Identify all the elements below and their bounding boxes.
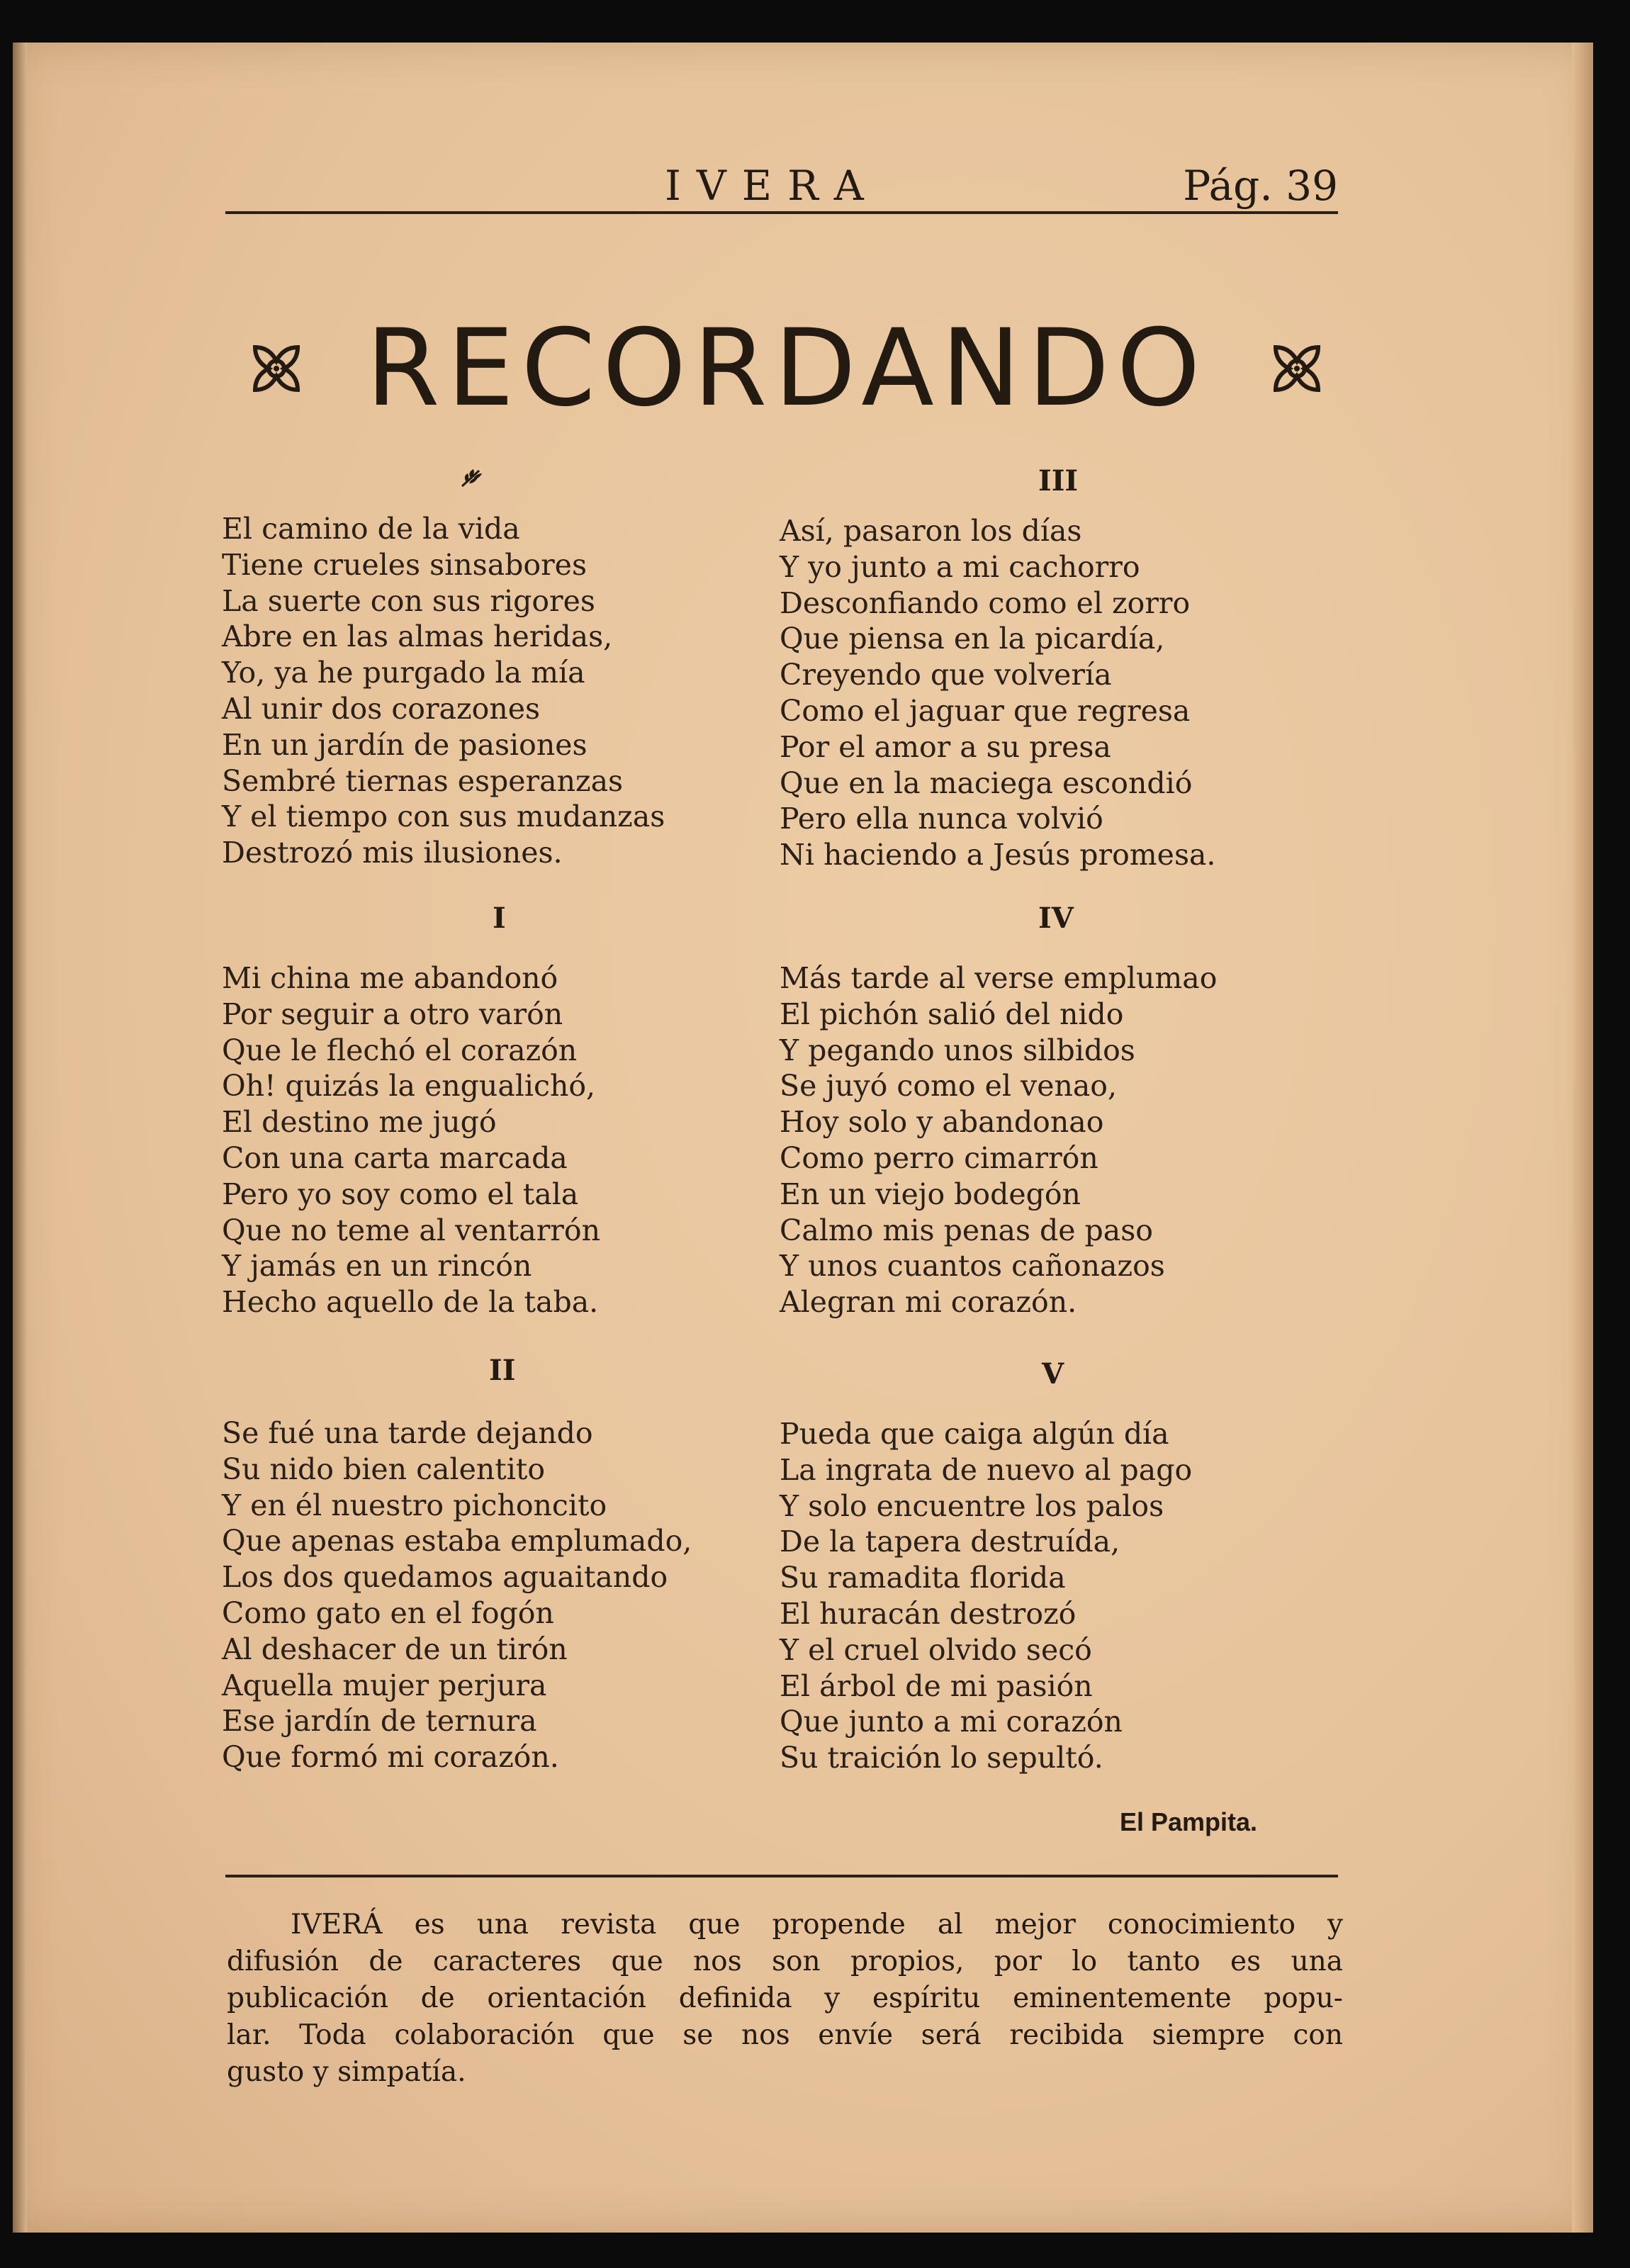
verse-line: Abre en las almas heridas,	[222, 619, 613, 654]
verse-line: Sembré tiernas esperanzas	[222, 763, 624, 798]
verse-line: Y el cruel olvido secó	[780, 1632, 1092, 1667]
verse-line: Y solo encuentre los palos	[780, 1488, 1164, 1523]
verse-line: El destino me jugó	[222, 1105, 497, 1140]
stanza-intro	[222, 511, 789, 871]
verse-line: Por seguir a otro varón	[222, 997, 563, 1031]
running-header	[225, 162, 1338, 214]
stanza-heading-ii: II	[489, 1354, 516, 1387]
verse-line: Y jamás en un rincón	[222, 1249, 532, 1284]
verse-line: Oh! quizás la engualichó,	[222, 1069, 596, 1104]
verse-line: Yo, ya he purgado la mía	[222, 656, 585, 690]
verse-line: Como perro cimarrón	[780, 1140, 1098, 1175]
verse-line: En un viejo bodegón	[780, 1177, 1081, 1211]
verse-line: Y yo junto a mi cachorro	[780, 549, 1140, 584]
verse-line: Pero yo soy como el tala	[222, 1177, 579, 1211]
verse-line: De la tapera destruída,	[780, 1525, 1120, 1559]
verse-line: Y el tiempo con sus mudanzas	[222, 799, 665, 834]
page-right-edge	[1572, 43, 1593, 2233]
stanza-heading-v: V	[1042, 1357, 1064, 1391]
editorial-note-line: gusto y simpatía.	[227, 2056, 466, 2088]
page-binding-edge	[13, 43, 27, 2233]
quatrefoil-ornament-icon	[1269, 340, 1325, 397]
verse-line: El árbol de mi pasión	[780, 1668, 1093, 1703]
verse-line: Mi china me abandonó	[222, 961, 558, 995]
verse-line: Al unir dos corazones	[222, 691, 540, 726]
verse-line: Y unos cuantos cañonazos	[780, 1249, 1165, 1284]
verse-line: El pichón salió del nido	[780, 997, 1124, 1031]
verse-line: Y en él nuestro pichoncito	[222, 1488, 607, 1522]
verse-line: Que formó mi corazón.	[222, 1740, 559, 1775]
stanza-v	[780, 1416, 1332, 1776]
verse-line: Que en la maciega escondió	[780, 765, 1193, 800]
verse-line: Hecho aquello de la taba.	[222, 1285, 599, 1320]
verse-line: Hoy solo y abandonao	[780, 1105, 1104, 1140]
footer-divider	[225, 1875, 1338, 1877]
leaf-ornament-icon	[459, 468, 483, 493]
editorial-note-line: lar. Toda colaboración que se nos envíe será recibida siempre con	[227, 2019, 1343, 2051]
quatrefoil-ornament-icon	[248, 340, 305, 397]
verse-line: El huracán destrozó	[780, 1596, 1077, 1631]
verse-line: Se fué una tarde dejando	[222, 1416, 593, 1450]
stanza-iii	[780, 513, 1332, 873]
verse-line: Pueda que caiga algún día	[780, 1417, 1169, 1451]
verse-line: Que piensa en la picardía,	[780, 622, 1165, 656]
poem-title: RECORDANDO	[366, 307, 1208, 430]
verse-line: Destrozó mis ilusiones.	[222, 836, 563, 870]
verse-line: Como el jaguar que regresa	[780, 693, 1191, 728]
editorial-note	[227, 1907, 1343, 2091]
verse-line: Y pegando unos silbidos	[780, 1033, 1135, 1067]
verse-line: Así, pasaron los días	[780, 514, 1082, 548]
verse-line: Su ramadita florida	[780, 1561, 1066, 1595]
verse-line: Alegran mi corazón.	[780, 1285, 1077, 1320]
verse-line: Creyendo que volvería	[780, 658, 1112, 692]
editorial-note-line: IVERÁ es una revista que propende al mejor conocimiento y	[291, 1909, 1343, 1941]
verse-line: Desconfiando como el zorro	[780, 585, 1191, 620]
verse-line: La ingrata de nuevo al pago	[780, 1452, 1193, 1487]
stanza-heading-iv: IV	[1038, 902, 1074, 935]
verse-line: La suerte con sus rigores	[222, 583, 595, 618]
magazine-title: IVERA	[665, 162, 879, 210]
stanza-heading-iii: III	[1038, 464, 1079, 498]
verse-line: Calmo mis penas de paso	[780, 1213, 1153, 1247]
verse-line: Ese jardín de ternura	[222, 1704, 537, 1739]
stanza-heading-i: I	[493, 902, 506, 935]
poem-title-row	[248, 307, 1325, 430]
verse-line: Ni haciendo a Jesús promesa.	[780, 838, 1216, 872]
stanza-i	[222, 960, 789, 1320]
verse-line: Tiene crueles sinsabores	[222, 547, 587, 582]
editorial-note-line: difusión de caracteres que nos son propios, por lo tanto es una	[227, 1946, 1343, 1977]
verse-line: Su nido bien calentito	[222, 1452, 546, 1486]
verse-line: Que apenas estaba emplumado,	[222, 1524, 692, 1559]
verse-line: Pero ella nunca volvió	[780, 802, 1103, 836]
verse-line: Con una carta marcada	[222, 1140, 568, 1175]
stanza-iv	[780, 960, 1332, 1320]
verse-line: Que le flechó el corazón	[222, 1033, 578, 1067]
verse-line: Su traición lo sepultó.	[780, 1741, 1103, 1775]
editorial-note-line: publicación de orientación definida y espíritu eminentemente popu-	[227, 1982, 1343, 2014]
author-signature: El Pampita.	[1120, 1807, 1258, 1836]
verse-line: El camino de la vida	[222, 512, 520, 546]
verse-line: Más tarde al verse emplumao	[780, 961, 1218, 995]
verse-line: Por el amor a su presa	[780, 729, 1111, 764]
verse-line: Al deshacer de un tirón	[222, 1632, 568, 1666]
verse-line: En un jardín de pasiones	[222, 727, 588, 762]
verse-line: Los dos quedamos aguaitando	[222, 1560, 668, 1595]
verse-line: Que no teme al ventarrón	[222, 1213, 600, 1247]
stanza-ii	[222, 1415, 789, 1775]
page-number: Pág. 39	[1183, 162, 1338, 210]
verse-line: Que junto a mi corazón	[780, 1705, 1123, 1739]
verse-line: Se juyó como el venao,	[780, 1069, 1118, 1104]
verse-line: Como gato en el fogón	[222, 1595, 554, 1630]
verse-line: Aquella mujer perjura	[222, 1668, 547, 1702]
